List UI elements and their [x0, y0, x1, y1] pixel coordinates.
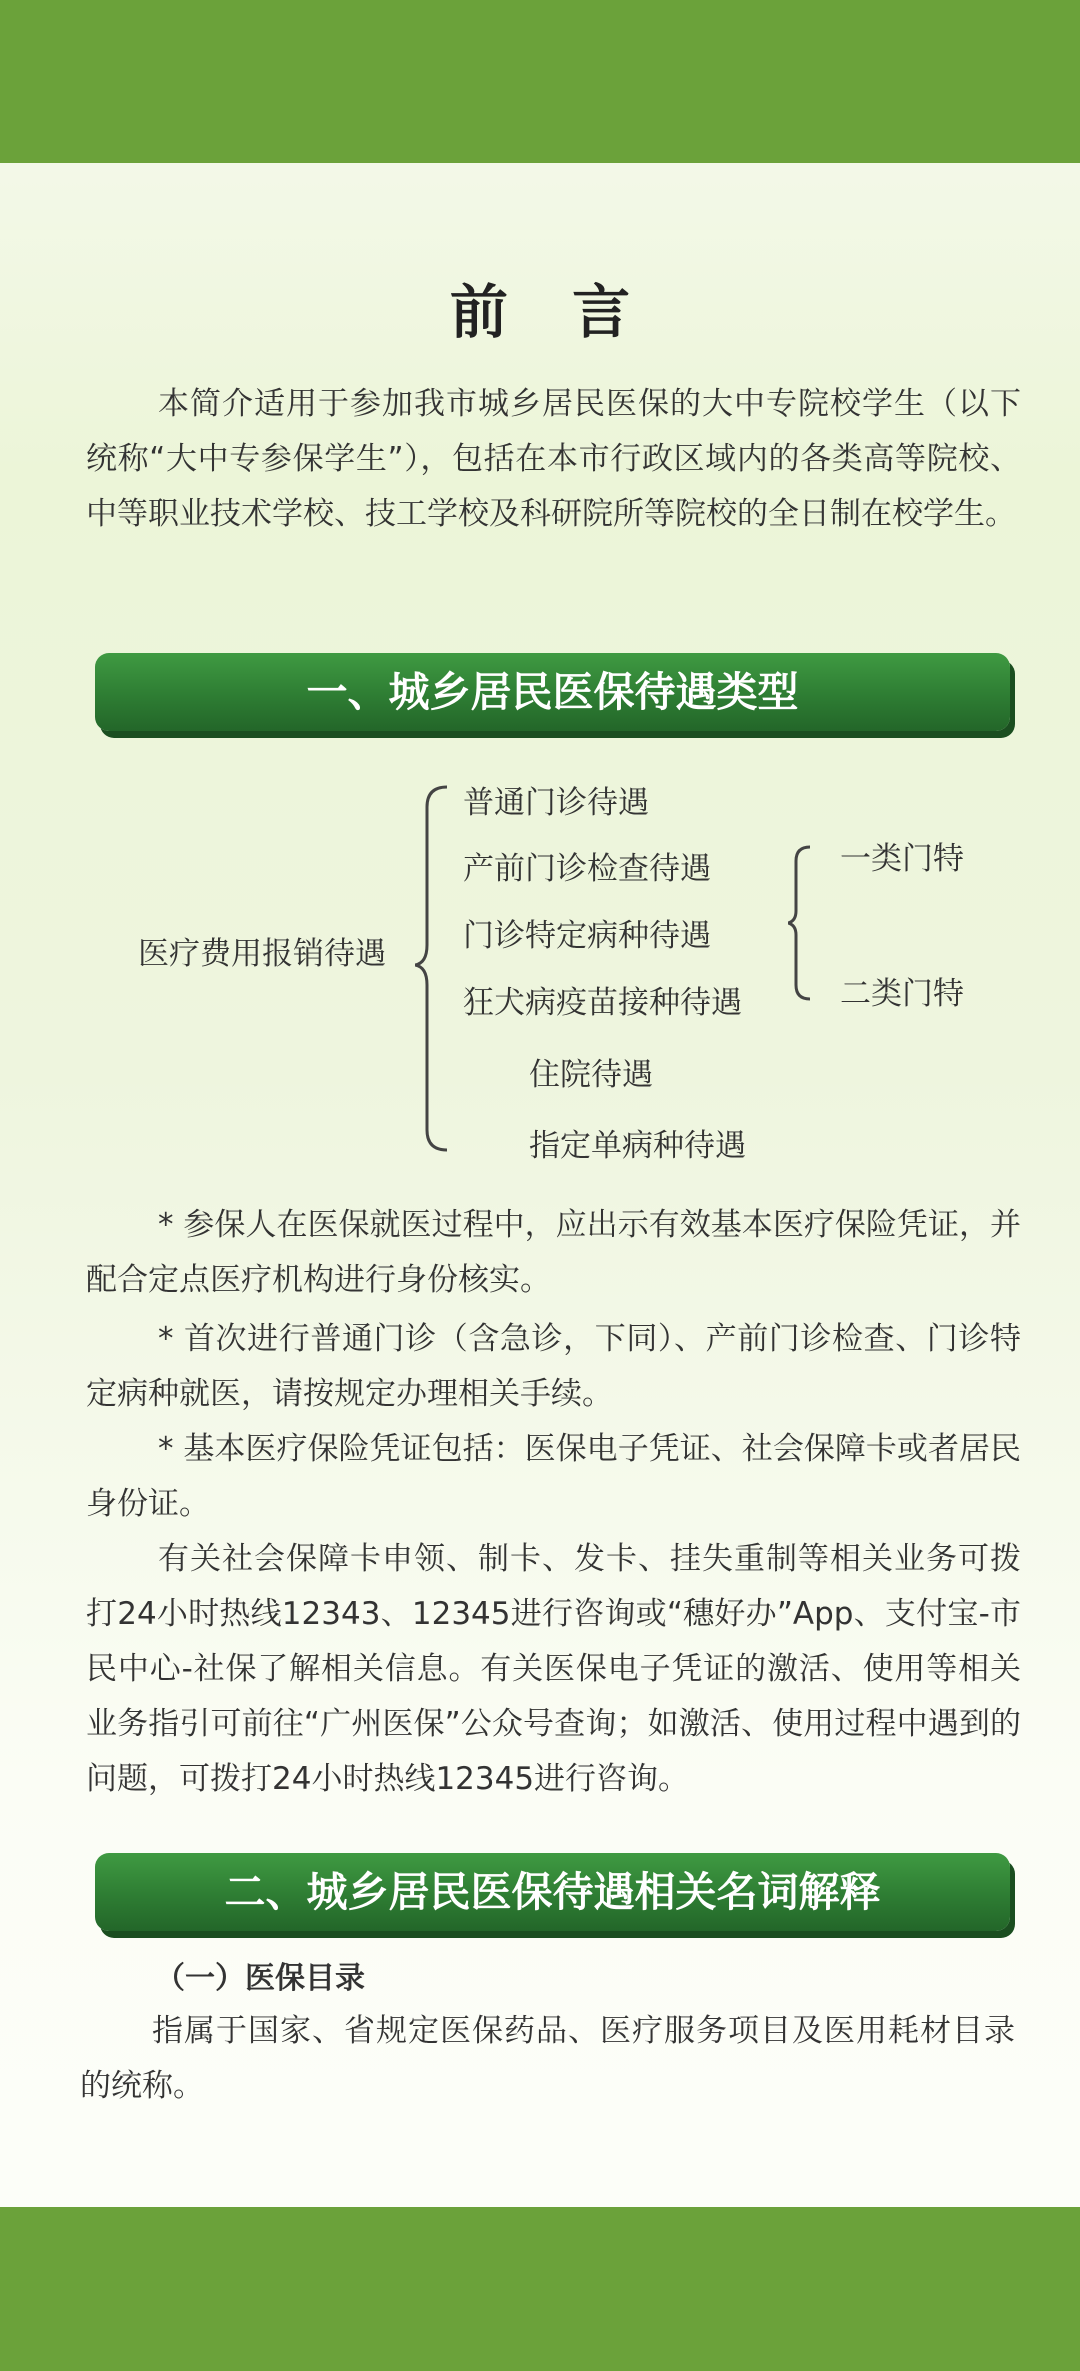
page-title: 前 言 — [449, 278, 653, 346]
top-decorative-band — [0, 0, 1080, 163]
benefit-item: 普通门诊待遇 — [463, 785, 649, 821]
note-paragraph: * 基本医疗保险凭证包括：医保电子凭证、社会保障卡或者居民身份证。 — [86, 1431, 1021, 1522]
note-paragraph: * 参保人在医保就医过程中，应出示有效基本医疗保险凭证，并配合定点医疗机构进行身份核实。 — [86, 1207, 1021, 1298]
subheading: （一）医保目录 — [155, 1961, 365, 1996]
sub-brace-icon — [788, 845, 818, 1005]
benefit-item: 门诊特定病种待遇 — [463, 918, 711, 954]
info-paragraph: 有关社会保障卡申领、制卡、发卡、挂失重制等相关业务可拨打24小时热线12343、12345进行咨询或“穗好办”App、支付宝-市民中心-社保了解相关信息。有关医保电子凭证的激活、使用等相关业务指引可前往“广州医保”公众号查询；如激活、使用过程中遇到的问题，可拨打24小时热线12345进行咨询。 — [86, 1541, 1021, 1797]
benefit-item: 狂犬病疫苗接种待遇 — [463, 985, 742, 1021]
sub-item: 一类门特 — [840, 841, 964, 877]
section-title: 二、城乡居民医保待遇相关名词解释 — [224, 1868, 881, 1916]
note-paragraph: * 首次进行普通门诊（含急诊，下同）、产前门诊检查、门诊特定病种就医，请按规定办理相关手续。 — [86, 1321, 1021, 1412]
sub-item: 二类门特 — [840, 976, 964, 1012]
tree-root-label: 医疗费用报销待遇 — [138, 936, 386, 972]
benefit-item: 产前门诊检查待遇 — [463, 851, 711, 887]
benefit-item: 指定单病种待遇 — [529, 1128, 746, 1164]
bottom-decorative-band — [0, 2207, 1080, 2371]
definition-paragraph: 指属于国家、省规定医保药品、医疗服务项目及医用耗材目录的统称。 — [80, 2013, 1015, 2104]
intro-paragraph: 本简介适用于参加我市城乡居民医保的大中专院校学生（以下统称“大中专参保学生”），包括在本市行政区域内的各类高等院校、中等职业技术学校、技工学校及科研院所等院校的全日制在校学生。 — [86, 386, 1021, 532]
main-brace-icon — [415, 785, 465, 1160]
section-banner-benefit-types — [95, 653, 1010, 731]
section-banner-terms — [95, 1853, 1010, 1931]
benefit-item: 住院待遇 — [529, 1057, 653, 1093]
section-title: 一、城乡居民医保待遇类型 — [306, 668, 799, 716]
